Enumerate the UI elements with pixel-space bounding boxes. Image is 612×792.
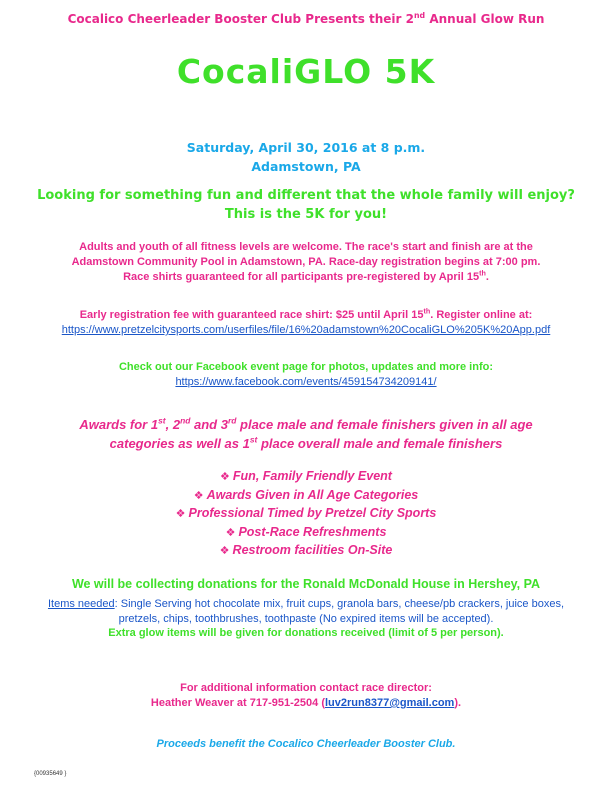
event-location: Adamstown, PA bbox=[251, 159, 361, 174]
document-id: {00935649 } bbox=[34, 771, 67, 777]
donations-heading: We will be collecting donations for the Ronald McDonald House in Hershey, PA bbox=[71, 577, 541, 591]
facebook-section bbox=[0, 360, 612, 390]
feature-list bbox=[0, 468, 612, 561]
feature-item bbox=[0, 487, 612, 506]
glow-note: Extra glow items will be given for donations received (limit of 5 per person). bbox=[108, 627, 504, 639]
awards-part-3: and 3 bbox=[190, 417, 228, 432]
items-needed-text: : Single Serving hot chocolate mix, fruit cups, granola bars, cheese/pb crackers, juice boxes, pretzels, chips, toothbrushes, toothpaste (No expired items will be accepted). bbox=[114, 598, 565, 625]
awards-part-1: Awards for 1 bbox=[79, 417, 159, 432]
awards-line-2 bbox=[0, 434, 612, 453]
contact-line-2-end: ). bbox=[454, 697, 462, 709]
feature-label: Post-Race Refreshments bbox=[238, 524, 387, 539]
contact-line-2 bbox=[0, 696, 612, 711]
event-title: CocaliGLO 5K bbox=[176, 52, 436, 91]
details-line-2: Adamstown Community Pool in Adamstown, PA. Race-day registration begins at 7:00 pm. bbox=[71, 256, 541, 268]
awards-part-2: , 2 bbox=[165, 417, 181, 432]
feature-item bbox=[0, 542, 612, 561]
diamond-bullet-icon: ❖ bbox=[219, 545, 230, 557]
awards-line-2-sup: st bbox=[249, 434, 258, 445]
awards-sup-2: nd bbox=[180, 415, 191, 426]
awards-line-2-text: categories as well as 1 bbox=[109, 436, 250, 451]
donation-items bbox=[0, 597, 612, 627]
contact-line-1: For additional information contact race director: bbox=[180, 682, 432, 694]
feature-label: Awards Given in All Age Categories bbox=[206, 487, 419, 502]
event-datetime bbox=[0, 138, 612, 176]
awards-sup-1: st bbox=[158, 415, 166, 426]
feature-label: Fun, Family Friendly Event bbox=[232, 469, 392, 483]
awards-part-4: place male and female finishers given in all age bbox=[236, 417, 533, 432]
early-registration-end: . Register online at: bbox=[430, 309, 533, 321]
early-registration-sup: th bbox=[423, 307, 431, 316]
feature-label: Restroom facilities On-Site bbox=[232, 543, 393, 557]
awards-text bbox=[0, 415, 612, 453]
feature-item bbox=[0, 468, 612, 487]
early-registration bbox=[0, 308, 612, 338]
awards-line-1 bbox=[0, 415, 612, 434]
diamond-bullet-icon: ❖ bbox=[193, 489, 204, 502]
facebook-link[interactable]: https://www.facebook.com/events/459154734209141/ bbox=[175, 376, 437, 388]
awards-sup-3: rd bbox=[227, 415, 237, 426]
feature-label: Professional Timed by Pretzel City Sports bbox=[188, 506, 437, 520]
intro-text bbox=[0, 186, 612, 224]
header-sup: nd bbox=[414, 11, 426, 20]
diamond-bullet-icon: ❖ bbox=[225, 526, 236, 539]
feature-item bbox=[0, 505, 612, 524]
items-needed-label: Items needed bbox=[47, 598, 115, 610]
proceeds-note: Proceeds benefit the Cocalico Cheerleader Booster Club. bbox=[156, 738, 456, 750]
registration-link[interactable]: https://www.pretzelcitysports.com/userfiles/file/16%20adamstown%20CocaliGLO%205K%20App.pdf bbox=[61, 324, 551, 336]
header-text: Cocalico Cheerleader Booster Club Presents their 2 bbox=[67, 12, 414, 26]
facebook-text: Check out our Facebook event page for photos, updates and more info: bbox=[118, 361, 494, 373]
details-line-3-text: Race shirts guaranteed for all participants pre-registered by April 15 bbox=[123, 271, 480, 283]
diamond-bullet-icon: ❖ bbox=[220, 471, 230, 483]
early-registration-label: Early registration fee with guaranteed race shirt: $25 until April 15 bbox=[79, 309, 424, 321]
race-details bbox=[0, 240, 612, 285]
intro-line-1: Looking for something fun and different that the whole family will enjoy? bbox=[37, 188, 575, 203]
awards-line-2-end: place overall male and female finishers bbox=[257, 436, 503, 451]
details-line-3-end: . bbox=[485, 271, 489, 283]
feature-item bbox=[0, 524, 612, 543]
details-line-3-sup: th bbox=[479, 269, 486, 278]
intro-line-2: This is the 5K for you! bbox=[224, 207, 388, 222]
event-date: Saturday, April 30, 2016 at 8 p.m. bbox=[186, 140, 426, 155]
contact-info bbox=[0, 681, 612, 711]
header-line bbox=[0, 12, 612, 26]
details-line-3 bbox=[0, 270, 612, 285]
contact-email-link[interactable]: luv2run8377@gmail.com bbox=[325, 697, 455, 709]
diamond-bullet-icon: ❖ bbox=[175, 508, 186, 520]
contact-name-phone: Heather Weaver at 717-951-2504 ( bbox=[150, 697, 325, 709]
details-line-1: Adults and youth of all fitness levels are welcome. The race's start and finish are at the bbox=[79, 241, 533, 253]
header-text-end: Annual Glow Run bbox=[425, 12, 545, 26]
early-registration-text bbox=[0, 308, 612, 323]
